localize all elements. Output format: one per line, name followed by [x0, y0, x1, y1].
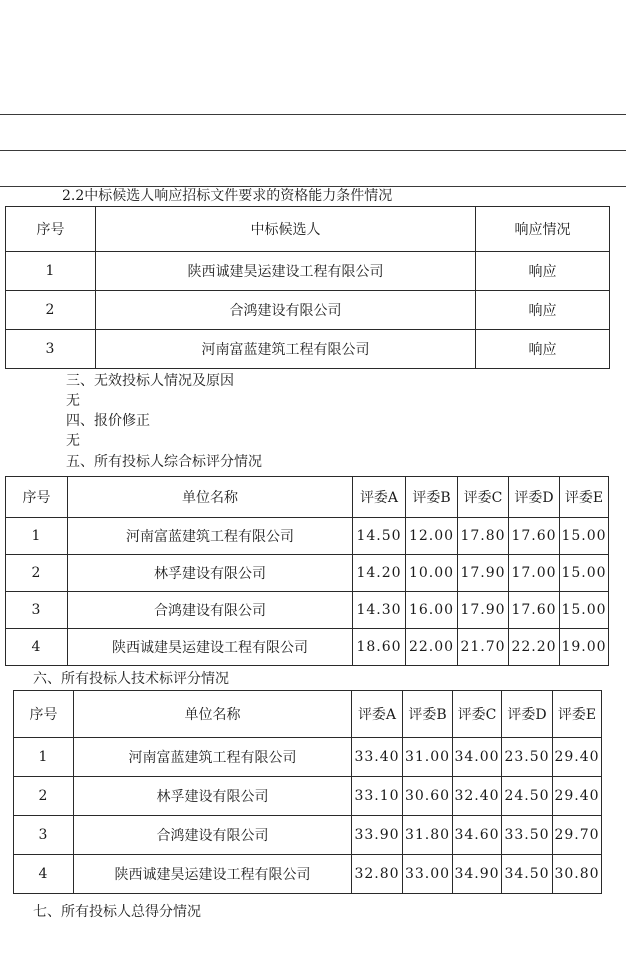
cell: 34.60 [453, 816, 502, 855]
cell: 18.60 [353, 629, 406, 666]
cell: 1 [6, 252, 96, 291]
cell: 河南富蓝建筑工程有限公司 [96, 330, 476, 369]
cell: 33.40 [352, 738, 403, 777]
top-rule-1 [0, 114, 626, 115]
cell: 30.80 [553, 855, 602, 894]
cell: 2 [14, 777, 74, 816]
cell: 17.80 [458, 518, 509, 555]
correction-value: 无 [66, 433, 80, 449]
cell: 22.20 [509, 629, 560, 666]
header-cell: 评委C [453, 691, 502, 738]
cell: 2 [6, 291, 96, 330]
cell: 19.00 [560, 629, 609, 666]
technical-table [13, 690, 602, 894]
cell: 河南富蓝建筑工程有限公司 [68, 518, 353, 555]
cell: 17.60 [509, 592, 560, 629]
cell: 30.60 [403, 777, 453, 816]
table-row [6, 555, 609, 592]
cell: 2 [6, 555, 68, 592]
cell: 15.00 [560, 555, 609, 592]
cell: 34.90 [453, 855, 502, 894]
cell: 32.40 [453, 777, 502, 816]
cell: 24.50 [502, 777, 553, 816]
cell: 34.50 [502, 855, 553, 894]
cell: 33.50 [502, 816, 553, 855]
cell: 合鸿建设有限公司 [68, 592, 353, 629]
cell: 合鸿建设有限公司 [96, 291, 476, 330]
cell: 4 [14, 855, 74, 894]
header-cell: 评委B [406, 477, 458, 518]
cell: 33.10 [352, 777, 403, 816]
table-row [6, 252, 610, 291]
cell: 1 [14, 738, 74, 777]
invalid-heading: 三、无效投标人情况及原因 [66, 373, 234, 389]
table-row [6, 330, 610, 369]
header-cell: 单位名称 [74, 691, 352, 738]
header-cell: 评委D [509, 477, 560, 518]
table-row [14, 777, 602, 816]
cell: 23.50 [502, 738, 553, 777]
cell: 响应 [476, 330, 610, 369]
cell: 10.00 [406, 555, 458, 592]
header-cell: 评委D [502, 691, 553, 738]
cell: 14.30 [353, 592, 406, 629]
header-cell: 评委A [352, 691, 403, 738]
cell: 3 [6, 592, 68, 629]
cell: 29.70 [553, 816, 602, 855]
cell: 17.60 [509, 518, 560, 555]
table-row [6, 291, 610, 330]
header-cell: 序号 [6, 207, 96, 252]
cell: 17.90 [458, 555, 509, 592]
header-cell: 序号 [14, 691, 74, 738]
table-row [14, 738, 602, 777]
cell: 31.80 [403, 816, 453, 855]
cell: 14.20 [353, 555, 406, 592]
cell: 陕西诚建昊运建设工程有限公司 [74, 855, 352, 894]
cell: 4 [6, 629, 68, 666]
comprehensive-heading: 五、所有投标人综合标评分情况 [66, 454, 262, 470]
cell: 34.00 [453, 738, 502, 777]
cell: 17.90 [458, 592, 509, 629]
table-header-row [14, 691, 602, 738]
correction-heading: 四、报价修正 [66, 413, 150, 429]
cell: 29.40 [553, 738, 602, 777]
cell: 林孚建设有限公司 [68, 555, 353, 592]
cell: 陕西诚建昊运建设工程有限公司 [96, 252, 476, 291]
cell: 响应 [476, 252, 610, 291]
invalid-value: 无 [66, 393, 80, 409]
table-header-row [6, 477, 609, 518]
cell: 29.40 [553, 777, 602, 816]
qualification-heading: 2.2中标候选人响应招标文件要求的资格能力条件情况 [62, 188, 393, 204]
header-cell: 中标候选人 [96, 207, 476, 252]
qualification-table [5, 206, 610, 369]
header-cell: 评委C [458, 477, 509, 518]
cell: 河南富蓝建筑工程有限公司 [74, 738, 352, 777]
total-heading: 七、所有投标人总得分情况 [33, 904, 201, 920]
cell: 林孚建设有限公司 [74, 777, 352, 816]
header-cell: 评委A [353, 477, 406, 518]
header-cell: 序号 [6, 477, 68, 518]
cell: 33.00 [403, 855, 453, 894]
table-row [14, 855, 602, 894]
header-cell: 响应情况 [476, 207, 610, 252]
cell: 陕西诚建昊运建设工程有限公司 [68, 629, 353, 666]
cell: 32.80 [352, 855, 403, 894]
top-rule-2 [0, 150, 626, 151]
technical-heading: 六、所有投标人技术标评分情况 [33, 671, 229, 687]
cell: 15.00 [560, 518, 609, 555]
header-cell: 评委E [560, 477, 609, 518]
cell: 31.00 [403, 738, 453, 777]
table-row [6, 518, 609, 555]
cell: 33.90 [352, 816, 403, 855]
table-row [6, 592, 609, 629]
cell: 16.00 [406, 592, 458, 629]
cell: 15.00 [560, 592, 609, 629]
cell: 响应 [476, 291, 610, 330]
cell: 17.00 [509, 555, 560, 592]
header-cell: 评委E [553, 691, 602, 738]
cell: 14.50 [353, 518, 406, 555]
comprehensive-table [5, 476, 609, 666]
cell: 3 [14, 816, 74, 855]
cell: 21.70 [458, 629, 509, 666]
cell: 1 [6, 518, 68, 555]
table-row [6, 629, 609, 666]
cell: 合鸿建设有限公司 [74, 816, 352, 855]
header-cell: 单位名称 [68, 477, 353, 518]
cell: 12.00 [406, 518, 458, 555]
header-cell: 评委B [403, 691, 453, 738]
cell: 22.00 [406, 629, 458, 666]
cell: 3 [6, 330, 96, 369]
table-row [14, 816, 602, 855]
table-header-row [6, 207, 610, 252]
